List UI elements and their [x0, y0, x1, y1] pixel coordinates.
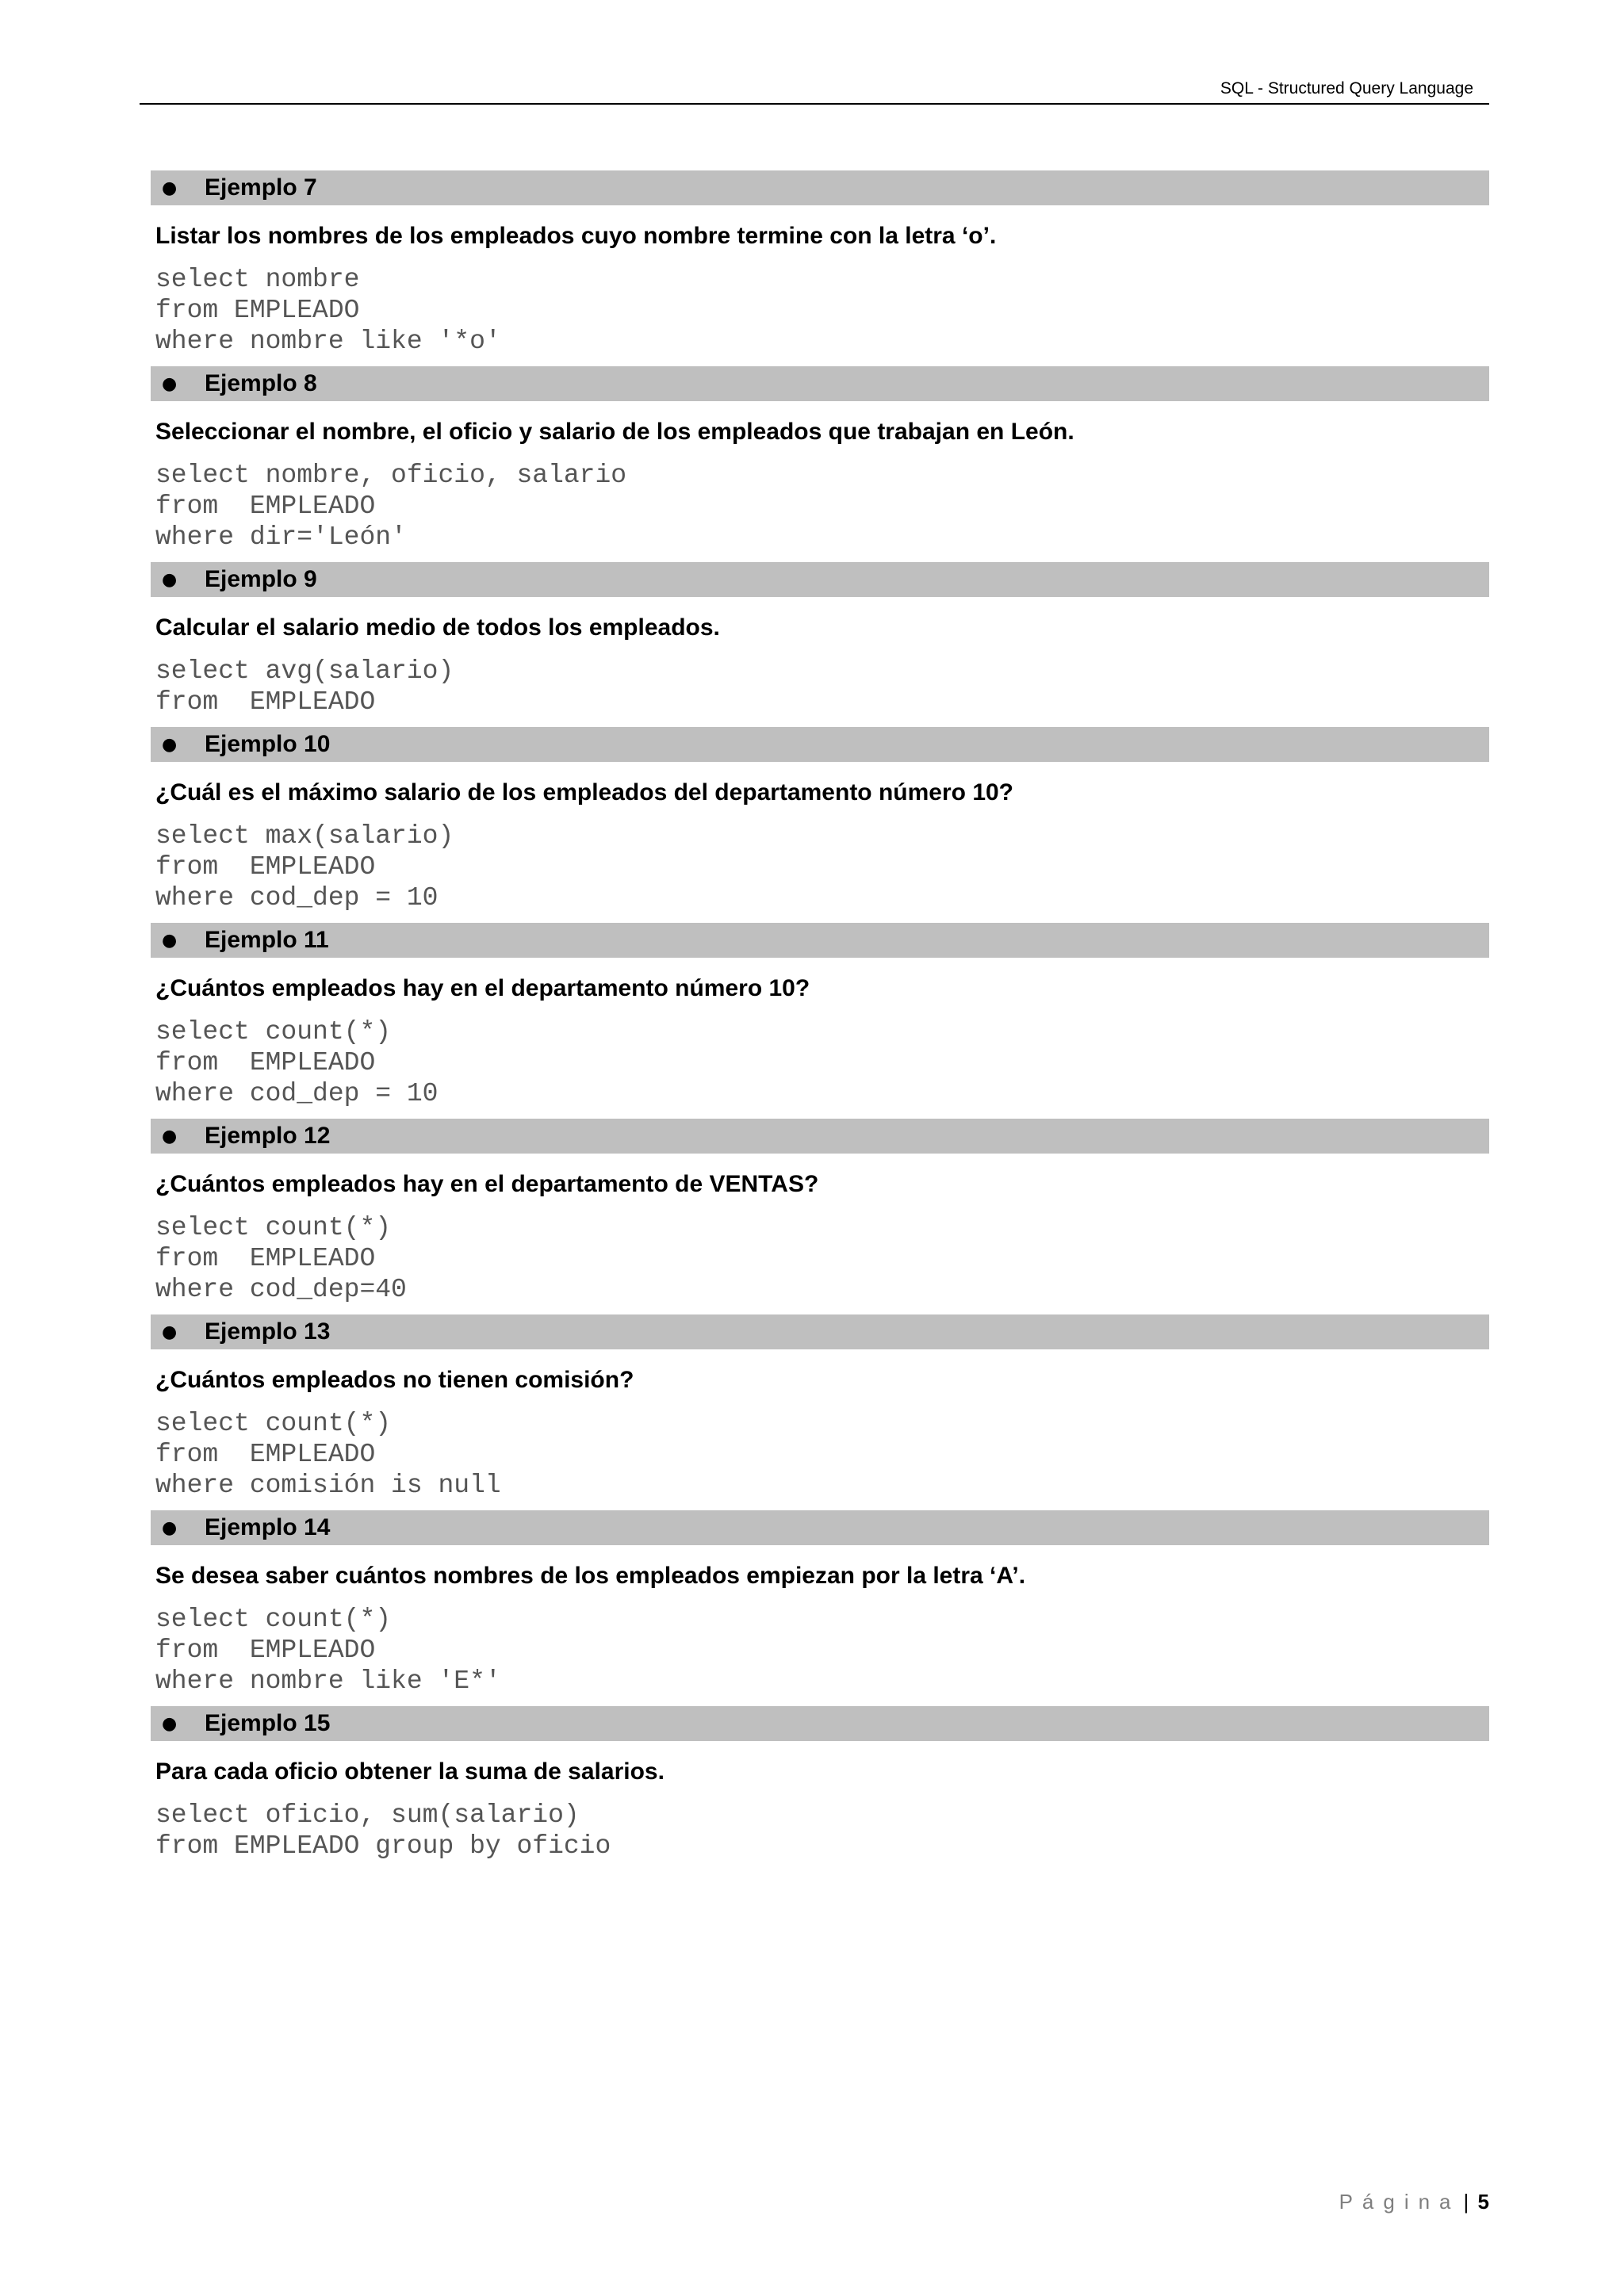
footer-page-label: Página: [1339, 2190, 1461, 2214]
bullet-icon: ●: [162, 1126, 178, 1146]
sql-code-line: select count(*): [155, 1605, 392, 1634]
example-question: Listar los nombres de los empleados cuyo nombre termine con la letra ‘o’.: [155, 223, 997, 249]
bullet-icon: ●: [162, 178, 178, 198]
example-section: [151, 366, 1489, 553]
page-footer: [1339, 2190, 1489, 2214]
example-question: ¿Cuántos empleados no tienen comisión?: [155, 1367, 634, 1393]
example-section: [151, 1510, 1489, 1697]
bullet-icon: ●: [162, 930, 178, 951]
sql-code-block: [151, 821, 1489, 913]
sql-code-line: where comisión is null: [155, 1471, 501, 1500]
sql-code-line: select count(*): [155, 1213, 392, 1242]
sql-code-line: select count(*): [155, 1409, 392, 1438]
sql-code-block: [151, 656, 1489, 718]
sql-code-block: [151, 460, 1489, 553]
bullet-icon: ●: [162, 373, 178, 394]
example-title: Ejemplo 10: [205, 731, 331, 757]
example-section: [151, 1314, 1489, 1501]
example-section: [151, 562, 1489, 718]
bullet-icon: ●: [162, 1517, 178, 1538]
sql-code-line: from EMPLEADO: [155, 852, 376, 882]
sql-code-block: [151, 1212, 1489, 1305]
example-heading-bar: [151, 923, 1489, 958]
example-question: Se desea saber cuántos nombres de los empleados empiezan por la letra ‘A’.: [155, 1563, 1026, 1589]
sql-code-block: [151, 1408, 1489, 1501]
sql-code-line: where cod_dep=40: [155, 1275, 407, 1304]
sql-code-line: from EMPLEADO: [155, 1636, 376, 1665]
example-section: [151, 727, 1489, 913]
example-heading-bar: [151, 1706, 1489, 1741]
example-question: Seleccionar el nombre, el oficio y salario de los empleados que trabajan en León.: [155, 419, 1074, 445]
sql-code-line: where dir='León': [155, 522, 407, 552]
example-heading-bar: [151, 1510, 1489, 1545]
example-title: Ejemplo 12: [205, 1123, 331, 1149]
sql-code-line: select nombre, oficio, salario: [155, 461, 627, 490]
bullet-icon: ●: [162, 734, 178, 755]
sql-code-line: where nombre like 'E*': [155, 1667, 501, 1696]
sql-code-block: [151, 264, 1489, 357]
example-question: Calcular el salario medio de todos los empleados.: [155, 614, 720, 641]
sql-code-line: where nombre like '*o': [155, 327, 501, 356]
footer-page-number: 5: [1477, 2190, 1489, 2214]
example-question: ¿Cuántos empleados hay en el departamento número 10?: [155, 975, 810, 1001]
sql-code-line: from EMPLEADO: [155, 687, 376, 717]
example-heading-bar: [151, 562, 1489, 597]
example-section: [151, 1119, 1489, 1305]
header-title: SQL - Structured Query Language: [1220, 79, 1473, 98]
example-title: Ejemplo 11: [205, 927, 329, 953]
example-section: [151, 1706, 1489, 1862]
example-title: Ejemplo 8: [205, 370, 317, 396]
sql-code-line: from EMPLEADO: [155, 296, 360, 325]
example-heading-bar: [151, 727, 1489, 762]
example-heading-bar: [151, 1119, 1489, 1154]
example-question: ¿Cuántos empleados hay en el departamento de VENTAS?: [155, 1171, 819, 1197]
example-title: Ejemplo 15: [205, 1710, 331, 1736]
sql-code-line: select count(*): [155, 1017, 392, 1047]
sql-code-block: [151, 1800, 1489, 1862]
example-heading-bar: [151, 366, 1489, 401]
example-title: Ejemplo 9: [205, 566, 317, 592]
example-heading-bar: [151, 170, 1489, 205]
sql-code-line: where cod_dep = 10: [155, 883, 439, 913]
sql-code-line: select nombre: [155, 265, 360, 294]
footer-separator: |: [1463, 2190, 1469, 2214]
sql-code-line: where cod_dep = 10: [155, 1079, 439, 1108]
sql-code-line: select oficio, sum(salario): [155, 1800, 580, 1830]
bullet-icon: ●: [162, 1322, 178, 1342]
sql-code-line: from EMPLEADO: [155, 1244, 376, 1273]
example-heading-bar: [151, 1314, 1489, 1349]
examples-list: [151, 170, 1489, 1871]
sql-code-line: from EMPLEADO: [155, 1440, 376, 1469]
sql-code-block: [151, 1604, 1489, 1697]
sql-code-line: select max(salario): [155, 821, 454, 851]
example-question: ¿Cuál es el máximo salario de los empleados del departamento número 10?: [155, 779, 1014, 806]
sql-code-line: select avg(salario): [155, 656, 454, 686]
example-title: Ejemplo 14: [205, 1514, 331, 1540]
example-section: [151, 170, 1489, 357]
sql-code-line: from EMPLEADO group by oficio: [155, 1831, 611, 1861]
example-question: Para cada oficio obtener la suma de salarios.: [155, 1758, 665, 1785]
sql-code-line: from EMPLEADO: [155, 492, 376, 521]
sql-code-line: from EMPLEADO: [155, 1048, 376, 1077]
bullet-icon: ●: [162, 569, 178, 590]
sql-code-block: [151, 1016, 1489, 1109]
example-section: [151, 923, 1489, 1109]
page-header: [140, 76, 1489, 105]
example-title: Ejemplo 13: [205, 1318, 331, 1345]
bullet-icon: ●: [162, 1713, 178, 1734]
example-title: Ejemplo 7: [205, 174, 317, 201]
